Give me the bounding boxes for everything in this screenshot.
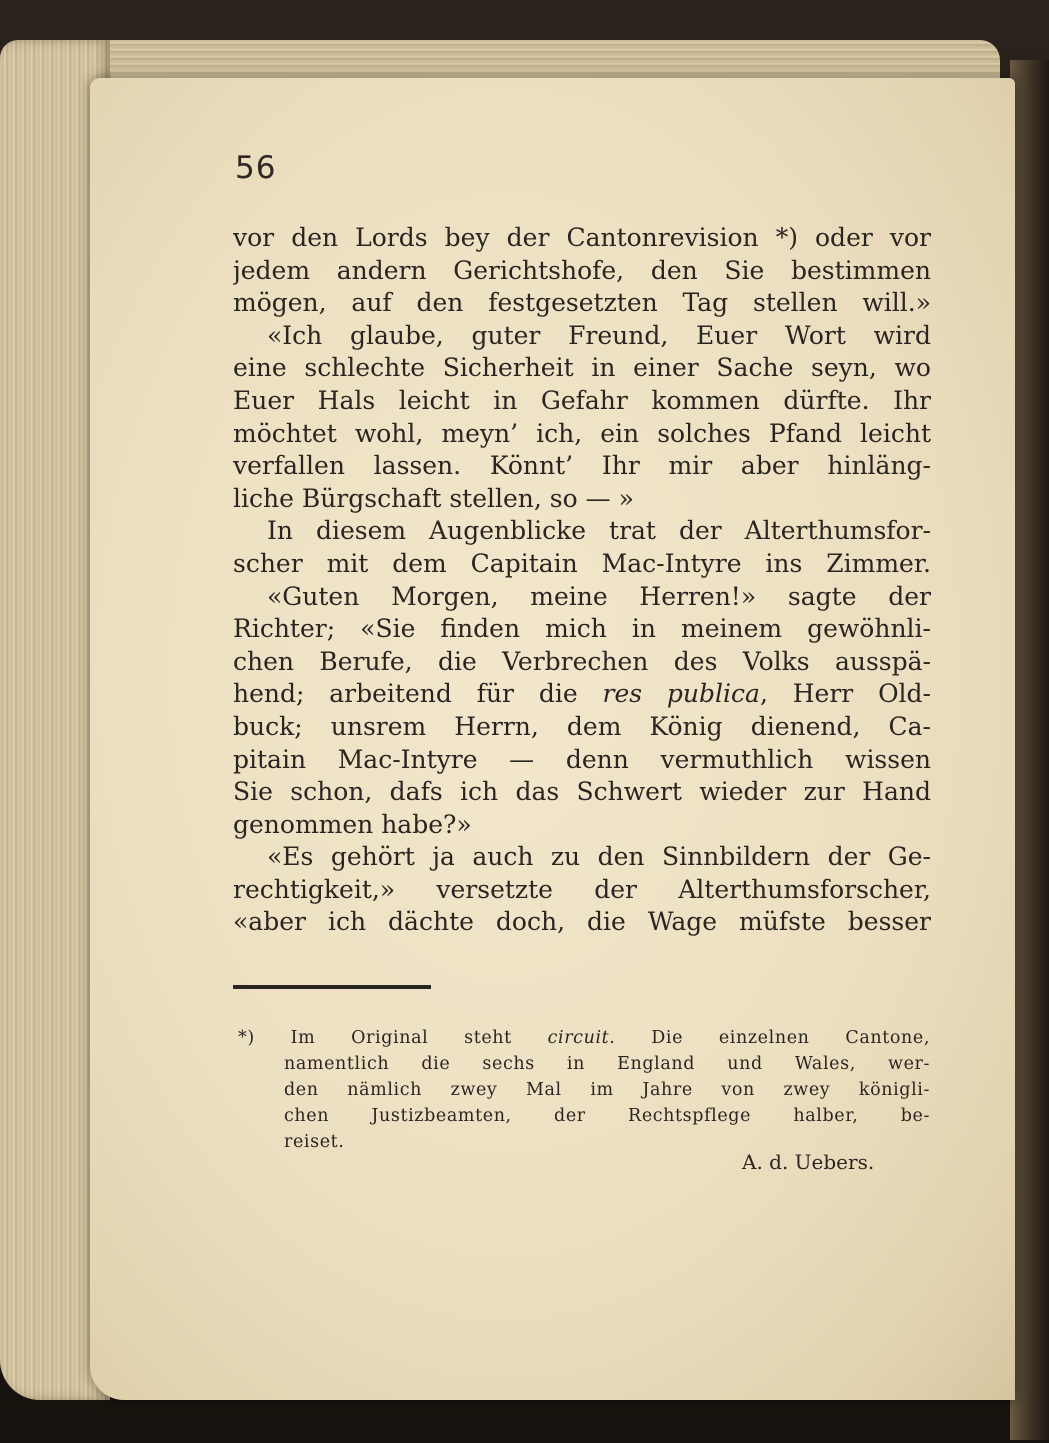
- footnote-line: chen Justizbeamten, der Rechtspflege halber, be-: [284, 1106, 930, 1126]
- text-line: «Ich glaube, guter Freund, Euer Wort wird: [267, 320, 931, 350]
- text-line: scher mit dem Capitain Mac-Intyre ins Zimmer.: [233, 548, 931, 578]
- text-line: möchtet wohl, meyn’ ich, ein solches Pfand leicht: [233, 418, 931, 448]
- body-text: [233, 222, 931, 939]
- text-line: rechtigkeit,» versetzte der Alterthumsforscher,: [233, 874, 931, 904]
- text-line: chen Berufe, die Verbrechen des Volks ausspä-: [233, 646, 931, 676]
- footnote-line: namentlich die sechs in England und Wales, wer-: [284, 1054, 930, 1074]
- text-line: «aber ich dächte doch, die Wage müfste besser: [233, 907, 931, 937]
- text-line: mögen, auf den festgesetzten Tag stellen will.»: [233, 288, 931, 318]
- text-fragment: hend; arbeitend für die: [233, 679, 578, 709]
- text-line: liche Bürgschaft stellen, so — »: [233, 483, 634, 513]
- text-line: genommen habe?»: [233, 809, 472, 839]
- text-line: buck; unsrem Herrn, dem König dienend, Ca-: [233, 711, 931, 741]
- text-line: «Guten Morgen, meine Herren!» sagte der: [267, 581, 931, 611]
- footnote: [238, 1025, 930, 1155]
- text-line: «Es gehört ja auch zu den Sinnbildern der Ge-: [267, 842, 931, 872]
- text-fragment: *) Im Original steht: [238, 1028, 512, 1048]
- text-line: verfallen lassen. Könnt’ Ihr mir aber hinläng-: [233, 451, 931, 481]
- page-number: 56: [235, 150, 277, 186]
- italic-term: res publica: [602, 679, 760, 709]
- text-line: Richter; «Sie finden mich in meinem gewöhnli-: [233, 614, 931, 644]
- text-line: pitain Mac-Intyre — denn vermuthlich wissen: [233, 744, 931, 774]
- text-fragment: Die einzelnen Cantone,: [615, 1028, 930, 1048]
- italic-term: circuit.: [547, 1028, 616, 1048]
- text-line: Euer Hals leicht in Gefahr kommen dürfte. Ihr: [233, 385, 931, 415]
- footnote-line: den nämlich zwey Mal im Jahre von zwey königli-: [284, 1080, 930, 1100]
- footnote-line-mixed: [238, 1025, 930, 1051]
- text-line-mixed: [233, 678, 931, 711]
- text-line: jedem andern Gerichtshofe, den Sie bestimmen: [233, 255, 931, 285]
- text-line: In diesem Augenblicke trat der Alterthumsfor-: [267, 516, 931, 546]
- book-gutter: [1010, 60, 1049, 1440]
- text-line: eine schlechte Sicherheit in einer Sache seyn, wo: [233, 353, 931, 383]
- text-fragment: , Herr Old-: [759, 679, 931, 709]
- footnote-rule: [233, 985, 431, 989]
- text-line: vor den Lords bey der Cantonrevision *) oder vor: [233, 223, 931, 252]
- footnote-line: reiset.: [284, 1132, 345, 1152]
- text-line: Sie schon, dafs ich das Schwert wieder zur Hand: [233, 777, 931, 807]
- translator-signature: A. d. Uebers.: [742, 1150, 875, 1174]
